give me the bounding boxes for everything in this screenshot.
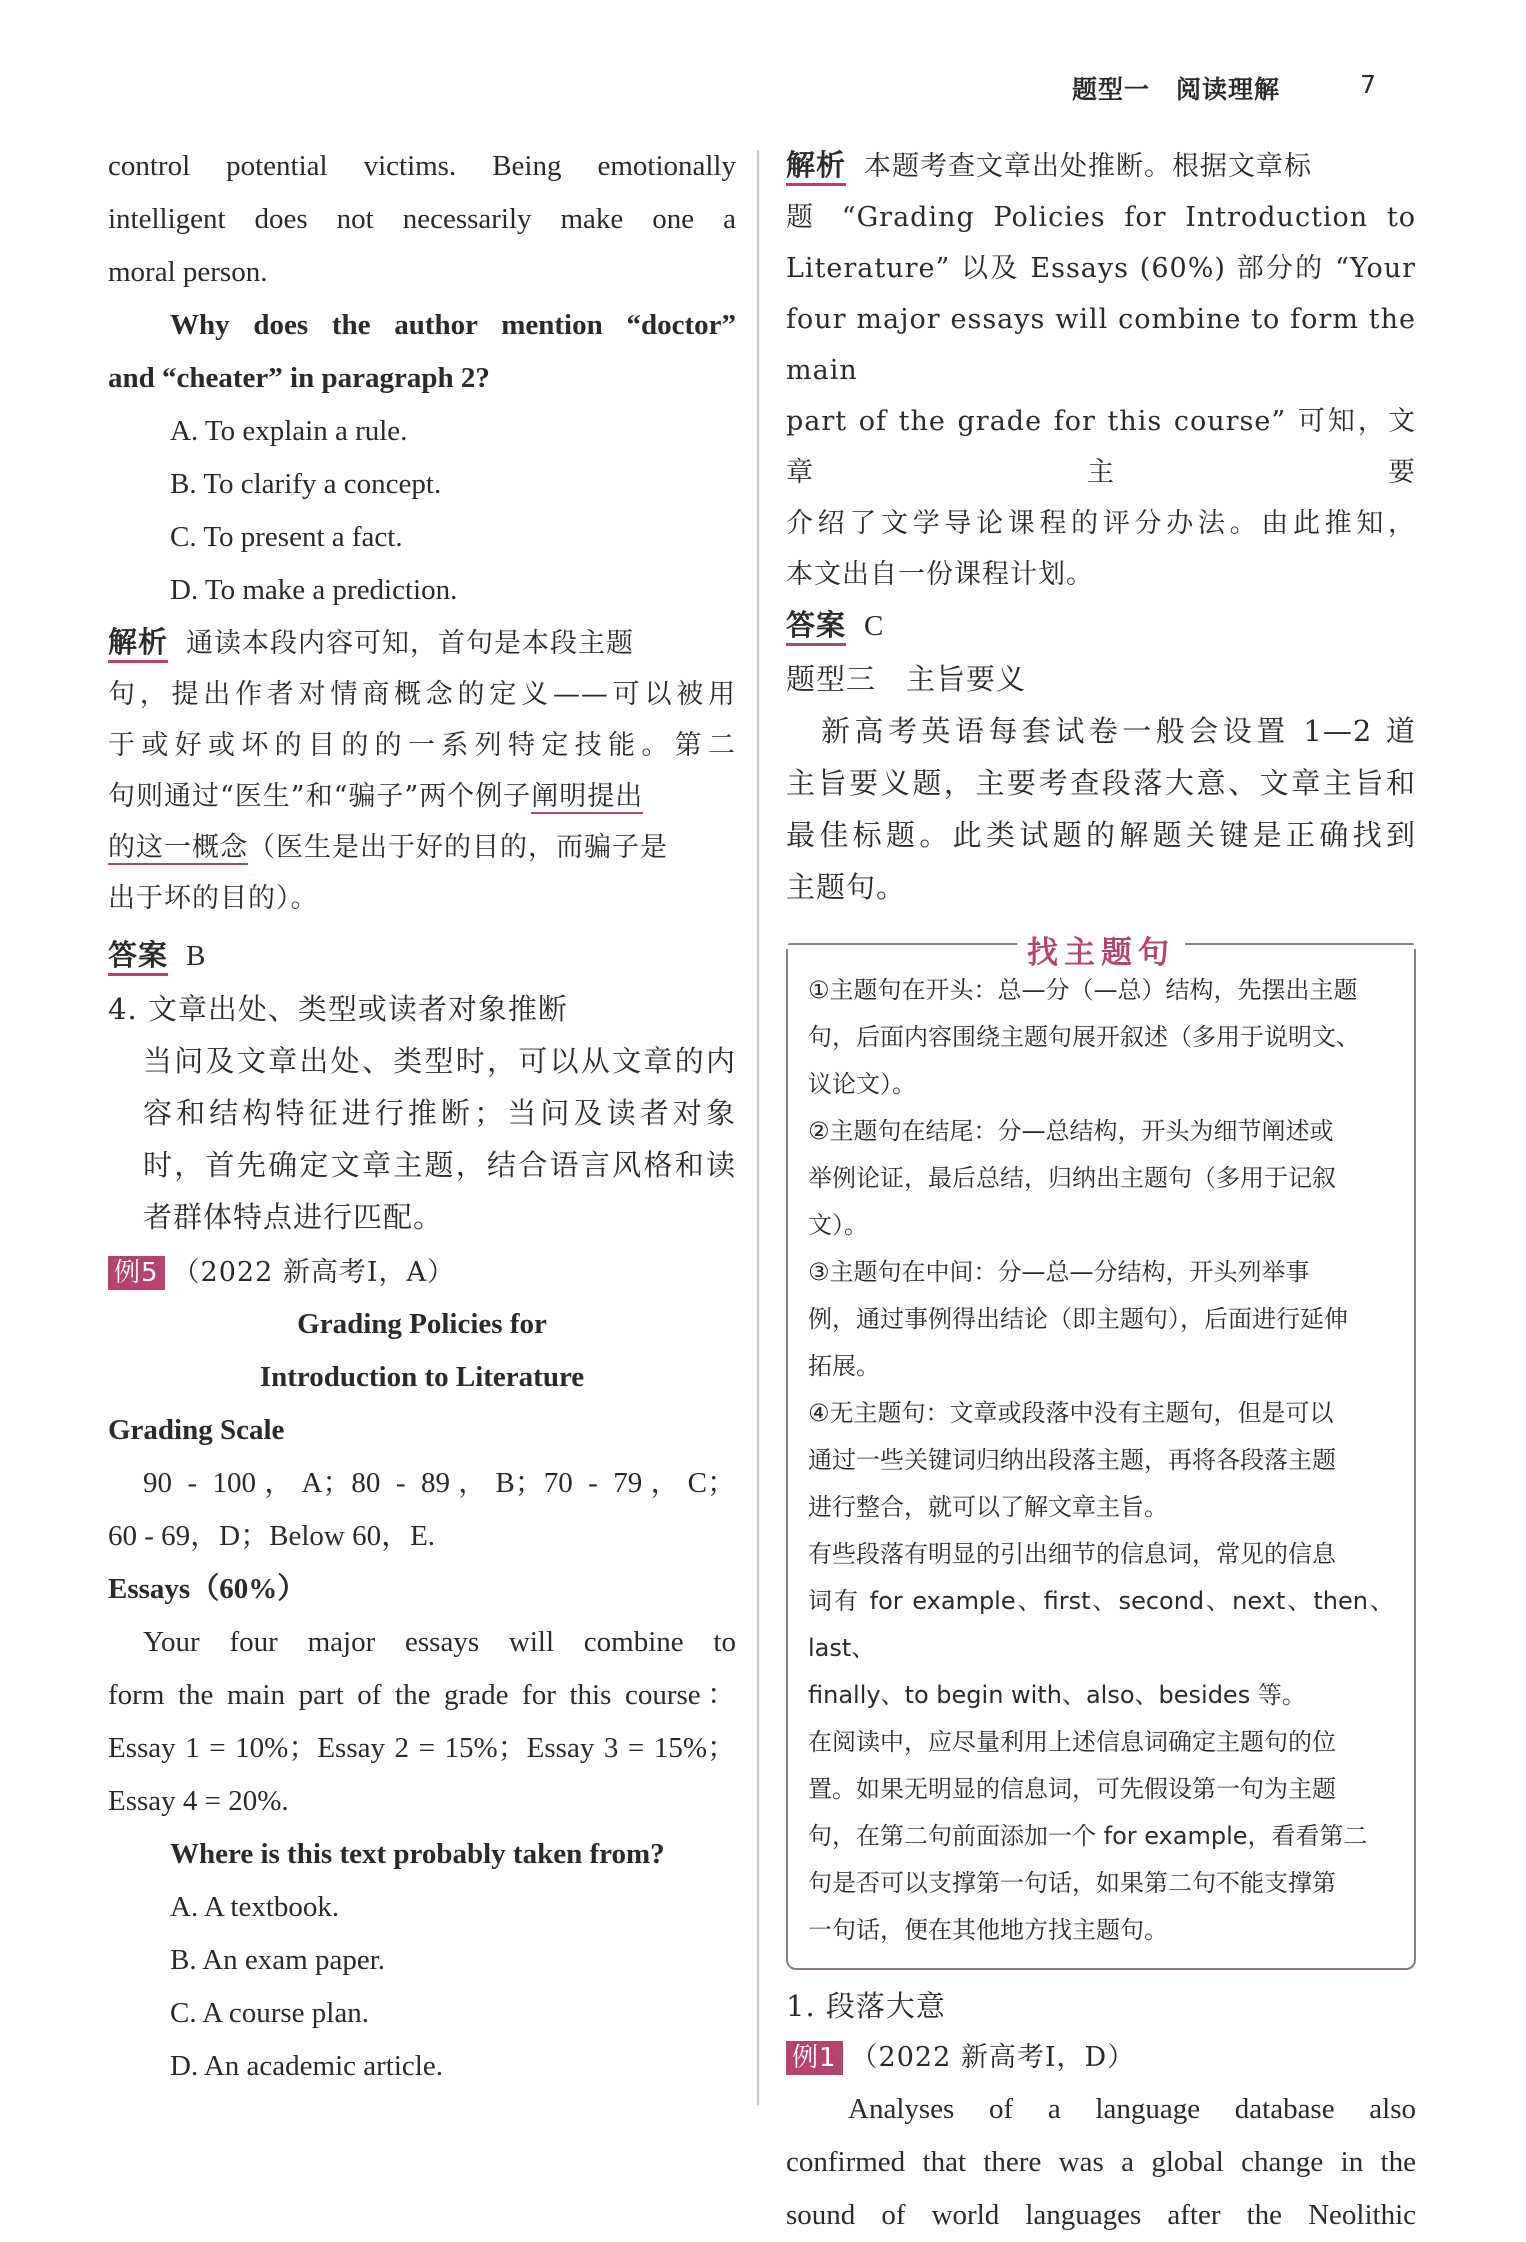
tip-line: 进行整合，就可以了解文章主旨。 <box>808 1493 1168 1521</box>
passage-line: moral person. <box>108 256 268 288</box>
tip-line: 例，通过事例得出结论（即主题句），后面进行延伸 <box>808 1305 1348 1333</box>
section-4-title: 4. 文章出处、类型或读者对象推断 <box>108 992 568 1026</box>
analysis-line: part of the grade for this course” 可知，文章主要 <box>786 406 1416 488</box>
underlined-text: 阐明提出 <box>531 781 644 812</box>
subsection-1-title: 1. 段落大意 <box>786 1989 946 2023</box>
type-3-body: 新高考英语每套试卷一般会设置 1—2 道 <box>821 714 1416 748</box>
type-3-body: 主题句。 <box>786 870 907 904</box>
question-stem: and “cheater” in paragraph 2? <box>108 362 490 394</box>
analysis-line <box>108 771 736 822</box>
analysis-label: 解析 <box>786 148 846 186</box>
tip-line: ④无主题句：文章或段落中没有主题句，但是可以 <box>808 1399 1334 1427</box>
example-5-badge: 例5 <box>108 1256 165 1290</box>
underlined-text: 的这一概念 <box>108 832 248 863</box>
tip-line: finally、to begin with、also、besides 等。 <box>808 1681 1306 1709</box>
section-title: 题型一 阅读理解 <box>1071 75 1280 104</box>
answer-line <box>108 930 736 983</box>
type-3-body: 主旨要义题，主要考查段落大意、文章主旨和 <box>786 766 1416 800</box>
answer-value: C <box>864 610 885 642</box>
essays-heading: Essays（60%） <box>108 1573 307 1605</box>
passage-line: confirmed that there was a global change in the <box>786 2146 1416 2178</box>
option-d: D. An academic article. <box>170 2050 443 2082</box>
example-5-source: （2022 新高考Ⅰ，A） <box>172 1257 456 1288</box>
analysis-text: 句则通过“医生”和“骗子”两个例子 <box>108 781 532 812</box>
passage-title: Grading Policies for <box>297 1308 547 1340</box>
tip-box-title <box>788 927 1414 971</box>
running-header <box>956 70 1376 110</box>
section-4-body: 时，首先确定文章主题，结合语言风格和读 <box>143 1148 736 1182</box>
left-column <box>108 140 736 2093</box>
example-1-badge: 例1 <box>786 2041 843 2075</box>
analysis-line: 于或好或坏的目的的一系列特定技能。第二 <box>108 730 736 761</box>
passage-line: control potential victims. Being emotionally <box>108 150 736 182</box>
tip-line: ②主题句在结尾：分—总结构，开头为细节阐述或 <box>808 1117 1334 1145</box>
analysis-text: 本题考查文章出处推断。根据文章标 <box>864 151 1313 182</box>
type-3-title: 题型三 主旨要义 <box>786 662 1027 696</box>
tip-box <box>786 935 1416 1970</box>
tip-line: ③主题句在中间：分—总—分结构，开头列举事 <box>808 1258 1310 1286</box>
option-d: D. To make a prediction. <box>170 574 458 606</box>
page-number: 7 <box>1360 70 1376 99</box>
tip-box-title-text: 找主题句 <box>1017 935 1185 971</box>
analysis-line <box>108 617 736 669</box>
tip-line: 拓展。 <box>808 1352 880 1380</box>
tip-line: 句，后面内容围绕主题句展开叙述（多用于说明文、 <box>808 1023 1360 1051</box>
analysis-line: 题 “Grading Policies for Introduction to <box>786 202 1416 233</box>
essays-line: Your four major essays will combine to <box>143 1626 736 1658</box>
type-3-body: 最佳标题。此类试题的解题关键是正确找到 <box>786 818 1416 852</box>
tip-line: 有些段落有明显的引出细节的信息词，常见的信息 <box>808 1540 1336 1568</box>
option-b: B. An exam paper. <box>170 1944 386 1976</box>
answer-label: 答案 <box>108 938 168 976</box>
section-4-body: 当问及文章出处、类型时，可以从文章的内 <box>143 1044 736 1078</box>
analysis-label: 解析 <box>108 625 168 663</box>
analysis-text: （医生是出于好的目的，而骗子是 <box>248 832 668 863</box>
tip-line: 置。如果无明显的信息词，可先假设第一句为主题 <box>808 1775 1336 1803</box>
analysis-line: 介绍了文学导论课程的评分办法。由此推知， <box>786 508 1416 539</box>
analysis-line: 句，提出作者对情商概念的定义——可以被用 <box>108 679 736 710</box>
option-c: C. A course plan. <box>170 1997 369 2029</box>
tip-line: 文）。 <box>808 1211 868 1239</box>
option-a: A. To explain a rule. <box>170 415 408 447</box>
section-4-body: 容和结构特征进行推断；当问及读者对象 <box>143 1096 736 1130</box>
tip-line: 在阅读中，应尽量利用上述信息词确定主题句的位 <box>808 1728 1336 1756</box>
essays-line: Essay 4 = 20%. <box>108 1785 289 1817</box>
right-column <box>786 140 1416 2242</box>
example-1-source: （2022 新高考Ⅰ，D） <box>850 2042 1136 2073</box>
analysis-line: 出于坏的目的）。 <box>108 883 319 914</box>
grading-scale-line: 90 - 100，A；80 - 89，B；70 - 79，C； <box>143 1467 736 1499</box>
answer-line <box>786 600 1416 653</box>
essays-line: Essay 1 = 10%；Essay 2 = 15%；Essay 3 = 15%； <box>108 1732 736 1764</box>
example-5-heading <box>108 1247 736 1298</box>
analysis-text: 通读本段内容可知，首句是本段主题 <box>186 628 635 659</box>
option-b: B. To clarify a concept. <box>170 468 442 500</box>
question-stem: Where is this text probably taken from? <box>170 1838 665 1870</box>
grading-scale-line: 60 - 69，D；Below 60，E. <box>108 1520 436 1552</box>
analysis-line <box>786 140 1416 192</box>
tip-line: 词有 for example、first、second、next、then、last、 <box>808 1587 1394 1662</box>
tip-line: 议论文）。 <box>808 1070 916 1098</box>
passage-line: sound of world languages after the Neolithic <box>786 2199 1416 2231</box>
tip-line: 句，在第二句前面添加一个 for example，看看第二 <box>808 1822 1368 1850</box>
tip-line: ①主题句在开头：总—分（—总）结构，先摆出主题 <box>808 976 1358 1004</box>
tip-line: 句是否可以支撑第一句话，如果第二句不能支撑第 <box>808 1869 1336 1897</box>
passage-line: Analyses of a language database also <box>848 2093 1416 2125</box>
analysis-line: 本文出自一份课程计划。 <box>786 559 1094 590</box>
question-stem: Why does the author mention “doctor” <box>170 309 736 341</box>
section-4-body: 者群体特点进行匹配。 <box>143 1200 444 1234</box>
option-c: C. To present a fact. <box>170 521 403 553</box>
passage-line: intelligent does not necessarily make one a <box>108 203 736 235</box>
tip-line: 一句话，便在其他地方找主题句。 <box>808 1916 1168 1944</box>
tip-line: 举例论证，最后总结，归纳出主题句（多用于记叙 <box>808 1164 1336 1192</box>
answer-value: B <box>186 940 207 972</box>
example-1-heading <box>786 2032 1416 2083</box>
tip-line: 通过一些关键词归纳出段落主题，再将各段落主题 <box>808 1446 1336 1474</box>
option-a: A. A textbook. <box>170 1891 340 1923</box>
analysis-line: Literature” 以及 Essays (60%) 部分的 “Your <box>786 253 1416 284</box>
essays-line: form the main part of the grade for this course： <box>108 1679 736 1711</box>
grading-scale-heading: Grading Scale <box>108 1414 285 1446</box>
column-divider <box>757 150 759 2105</box>
passage-title: Introduction to Literature <box>259 1361 585 1393</box>
answer-label: 答案 <box>786 608 846 646</box>
analysis-line <box>108 822 736 873</box>
analysis-line: four major essays will combine to form the main <box>786 304 1416 386</box>
